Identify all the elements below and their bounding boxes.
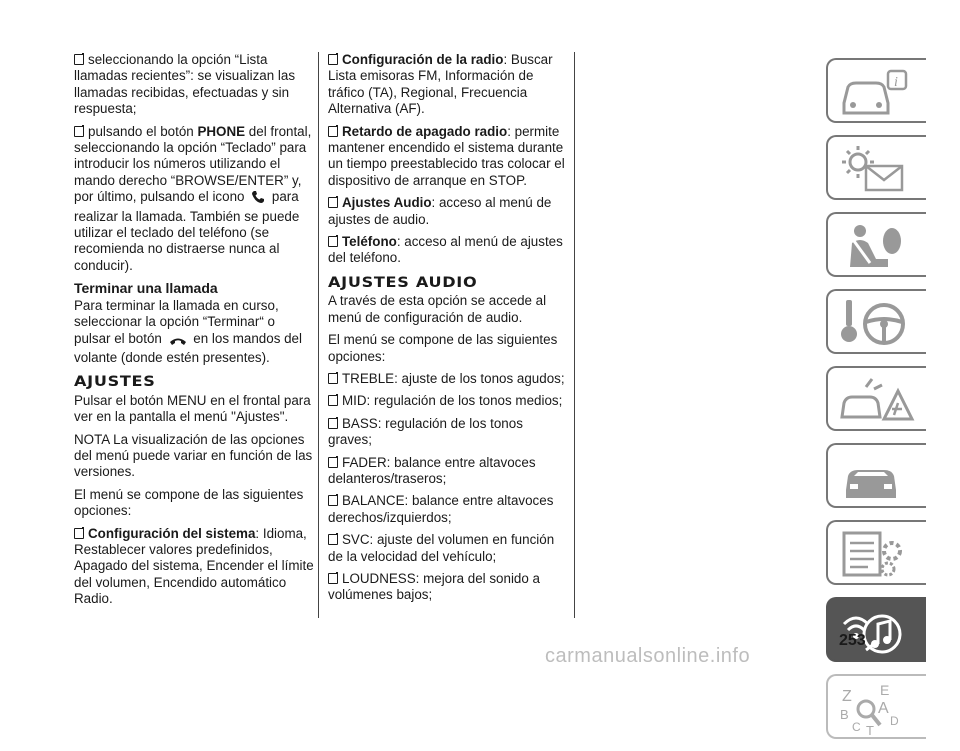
tab-index[interactable] xyxy=(826,674,926,739)
index-letter: C xyxy=(852,720,861,734)
seat-belt-airbag-icon xyxy=(836,219,916,274)
tab-dashboard-info[interactable] xyxy=(826,58,926,123)
watermark: carmanualsonline.info xyxy=(545,645,751,667)
bullet-box-icon xyxy=(328,373,338,384)
left-column xyxy=(74,52,314,614)
list-item: Retardo de apagado radio: permite mantener encendido el sistema durante un tiempo preestablecido tras colocar el dispositivo de arranque en STOP. xyxy=(328,123,565,188)
section-title: AJUSTES AUDIO xyxy=(328,274,478,291)
index-letter: D xyxy=(890,714,899,728)
index-letter: T xyxy=(866,723,874,736)
bullet-box-icon xyxy=(328,457,338,468)
index-letter: E xyxy=(880,682,890,698)
tab-technical-data[interactable] xyxy=(826,520,926,585)
bullet-box-icon xyxy=(328,495,338,506)
car-info-icon xyxy=(836,65,916,120)
bullet-box-icon xyxy=(328,54,338,65)
bullet-box-icon xyxy=(74,126,84,137)
paragraph: El menú se compone de las siguientes opciones: xyxy=(74,486,304,519)
bullet-box-icon xyxy=(328,573,338,584)
tab-safety[interactable] xyxy=(826,212,926,277)
section-title: AJUSTES xyxy=(74,374,156,391)
column-divider xyxy=(318,52,319,618)
phone-handset-icon xyxy=(251,190,265,208)
list-item: SVC: ajuste del volumen en función de la velocidad del vehículo; xyxy=(328,532,555,564)
page-number: 253 xyxy=(839,632,866,649)
bullet-box-icon xyxy=(328,197,338,208)
warning-messages-icon xyxy=(836,142,916,197)
car-emergency-icon xyxy=(836,373,916,428)
right-column xyxy=(328,52,570,610)
list-item: BALANCE: balance entre altavoces derechos/izquierdos; xyxy=(328,493,554,525)
tab-emergency[interactable] xyxy=(826,366,926,431)
list-item: FADER: balance entre altavoces delanteros/traseros; xyxy=(328,454,536,486)
list-item: LOUDNESS: mejora del sonido a volúmenes bajos; xyxy=(328,570,540,603)
section-heading: Terminar una llamada xyxy=(74,280,218,297)
index-letter: Z xyxy=(842,688,852,705)
column-divider xyxy=(574,52,575,618)
tab-starting-driving[interactable] xyxy=(826,289,926,354)
paragraph: Pulsar el botón MENU en el frontal para ver en la pantalla el menú "Ajustes". xyxy=(74,392,311,425)
paragraph: A través de esta opción se accede al menú de configuración de audio. xyxy=(328,293,547,325)
bullet-box-icon xyxy=(328,418,338,429)
tab-multimedia[interactable] xyxy=(826,597,926,662)
technical-data-icon xyxy=(836,527,916,582)
bullet-box-icon xyxy=(328,534,338,545)
list-item: seleccionando la opción “Lista llamadas recientes”: se visualizan las llamadas recibidas, efectuadas y sin respuesta; xyxy=(74,52,296,117)
list-item: Configuración de la radio: Buscar Lista emisoras FM, Información de tráfico (TA), Regional, Frecuencia Alternativa (AF). xyxy=(328,52,553,117)
bullet-box-icon xyxy=(328,395,338,406)
index-letter: A xyxy=(878,700,889,717)
svg-text:i: i xyxy=(894,75,898,90)
list-item: BASS: regulación de los tonos graves; xyxy=(328,415,523,448)
paragraph: Para terminar la llamada en curso, seleccionar la opción “Terminar“ o pulsar el botón en los mandos del volante (donde estén presentes). xyxy=(74,297,302,365)
note-paragraph: NOTA La visualización de las opciones del menú puede variar en función de las versiones. xyxy=(74,431,313,480)
bullet-box-icon xyxy=(74,54,84,65)
alphabetical-index-icon xyxy=(836,681,916,736)
tab-maintenance[interactable] xyxy=(826,443,926,508)
paragraph: El menú se compone de las siguientes opciones: xyxy=(328,332,558,364)
car-service-icon xyxy=(836,450,916,505)
bullet-box-icon xyxy=(328,126,338,137)
list-item: Teléfono: acceso al menú de ajustes del teléfono. xyxy=(328,234,563,266)
list-item: TREBLE: ajuste de los tonos agudos; xyxy=(328,371,570,387)
index-letter: B xyxy=(840,707,849,722)
list-item: pulsando el botón PHONE del frontal, seleccionando la opción “Teclado” para introducir los números utilizando el mando derecho “BROWSE/ENTER” y, por último, pulsando el icono para realizar la llamada. También se puede utilizar el teclado del teléfono (se recomienda no distraerse nunca al conducir). xyxy=(74,123,312,273)
list-item: MID: regulación de los tonos medios; xyxy=(328,393,570,409)
list-item: Ajustes Audio: acceso al menú de ajustes de audio. xyxy=(328,195,552,227)
list-item: Configuración del sistema: Idioma, Restablecer valores predefinidos, Apagado del sistema, Encender el límite del volumen, Encendido automático Radio. xyxy=(74,525,314,607)
tab-warnings[interactable] xyxy=(826,135,926,200)
audio-options-list xyxy=(328,371,570,604)
hang-up-icon xyxy=(169,334,187,350)
key-steering-wheel-icon xyxy=(836,296,916,351)
bullet-box-icon xyxy=(74,528,84,539)
bullet-box-icon xyxy=(328,236,338,247)
